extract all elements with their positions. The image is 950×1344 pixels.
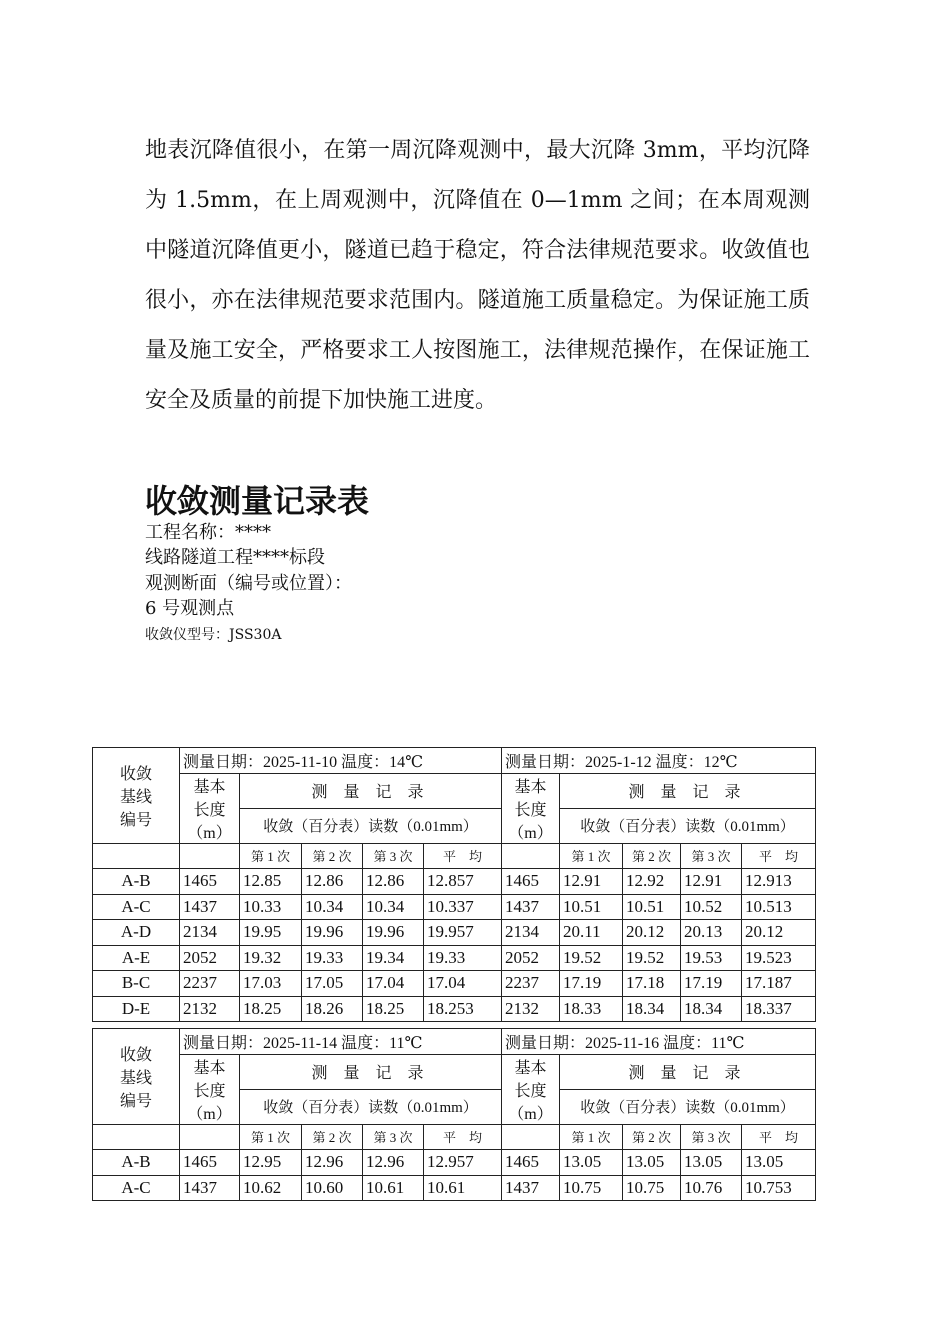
baseline-header: 收敛 基线 编号 (93, 1029, 180, 1125)
table-cell: 12.96 (363, 1150, 424, 1176)
left-date-header: 测量日期：2025-11-10 温度：14℃ (180, 748, 502, 774)
table-row (93, 1150, 816, 1176)
col-2nd: 第 2 次 (302, 843, 363, 869)
table-cell: 1437 (502, 894, 560, 920)
table-cell: 18.253 (424, 996, 502, 1022)
table-cell: 10.753 (742, 1175, 816, 1201)
table-cell: 17.04 (363, 971, 424, 997)
reading-header: 收敛（百分表）读数（0.01mm） (560, 1089, 816, 1124)
col-1st: 第 1 次 (240, 843, 302, 869)
base-length-header: 基本 长度 （m） (502, 1054, 560, 1124)
table-cell: 10.60 (302, 1175, 363, 1201)
col-3rd: 第 3 次 (363, 1124, 424, 1150)
table-cell: 12.85 (240, 869, 302, 895)
table-cell: 12.857 (424, 869, 502, 895)
table-cell: 19.523 (742, 945, 816, 971)
table-cell: 17.04 (424, 971, 502, 997)
record-header: 测 量 记 录 (240, 773, 502, 808)
table-cell: 18.26 (302, 996, 363, 1022)
baseline-id-cell: A-B (93, 869, 180, 895)
record-header: 测 量 记 录 (560, 1054, 816, 1089)
baseline-header: 收敛 基线 编号 (93, 748, 180, 844)
reading-header: 收敛（百分表）读数（0.01mm） (240, 1089, 502, 1124)
table-cell: 1437 (502, 1175, 560, 1201)
table-cell: 18.34 (623, 996, 681, 1022)
col-3rd: 第 3 次 (681, 843, 742, 869)
table-row (93, 996, 816, 1022)
record-table-2 (92, 1028, 816, 1201)
table-cell: 12.95 (240, 1150, 302, 1176)
baseline-id-cell: D-E (93, 996, 180, 1022)
baseline-id-cell: A-C (93, 894, 180, 920)
table-body (93, 1150, 816, 1201)
page-title: 收敛测量记录表 (145, 482, 370, 520)
col-3rd: 第 3 次 (681, 1124, 742, 1150)
record-header: 测 量 记 录 (240, 1054, 502, 1089)
col-avg: 平 均 (424, 1124, 502, 1150)
table-cell: 10.75 (623, 1175, 681, 1201)
table-cell: 19.96 (302, 920, 363, 946)
table-row (93, 920, 816, 946)
project-section: 线路隧道工程****标段 (145, 547, 325, 568)
col-avg: 平 均 (742, 843, 816, 869)
table-cell: 20.13 (681, 920, 742, 946)
table-cell: 17.19 (681, 971, 742, 997)
table-cell: 12.91 (560, 869, 623, 895)
table-cell: 2237 (180, 971, 240, 997)
table-cell: 2237 (502, 971, 560, 997)
table-cell: 17.18 (623, 971, 681, 997)
table-cell: 20.12 (623, 920, 681, 946)
table-cell: 10.34 (363, 894, 424, 920)
table-cell: 18.33 (560, 996, 623, 1022)
table-cell: 19.96 (363, 920, 424, 946)
col-avg: 平 均 (424, 843, 502, 869)
table-row (93, 971, 816, 997)
table-cell: 10.513 (742, 894, 816, 920)
table-cell: 19.33 (424, 945, 502, 971)
table-cell: 18.34 (681, 996, 742, 1022)
table-cell: 18.25 (363, 996, 424, 1022)
observation-section-label: 观测断面（编号或位置）： (145, 573, 352, 594)
table-cell: 19.52 (560, 945, 623, 971)
table-cell: 12.86 (363, 869, 424, 895)
table-cell: 10.33 (240, 894, 302, 920)
table-cell: 17.187 (742, 971, 816, 997)
base-length-header: 基本 长度 （m） (180, 773, 240, 843)
col-1st: 第 1 次 (240, 1124, 302, 1150)
table-cell: 2132 (180, 996, 240, 1022)
table-cell: 19.95 (240, 920, 302, 946)
table-cell: 10.337 (424, 894, 502, 920)
table-cell: 1465 (180, 869, 240, 895)
table-cell: 2134 (502, 920, 560, 946)
baseline-id-cell: B-C (93, 971, 180, 997)
table-row (93, 869, 816, 895)
project-name: 工程名称：**** (145, 522, 271, 543)
table-cell: 2052 (180, 945, 240, 971)
table-cell: 12.957 (424, 1150, 502, 1176)
right-date-header: 测量日期：2025-1-12 温度：12℃ (502, 748, 816, 774)
table-cell: 19.52 (623, 945, 681, 971)
table-cell: 1437 (180, 894, 240, 920)
table-cell: 19.53 (681, 945, 742, 971)
baseline-id-cell: A-C (93, 1175, 180, 1201)
table-row (93, 1175, 816, 1201)
table-cell: 20.12 (742, 920, 816, 946)
table-cell: 13.05 (623, 1150, 681, 1176)
table-cell: 1465 (502, 1150, 560, 1176)
table-cell: 10.75 (560, 1175, 623, 1201)
col-1st: 第 1 次 (560, 843, 623, 869)
body-paragraph: 地表沉降值很小，在第一周沉降观测中，最大沉降 3mm，平均沉降为 1.5mm，在上周观测中，沉降值在 0—1mm 之间；在本周观测中隧道沉降值更小，隧道已趋于稳定，符合法律规范要求。收敛值也很小，亦在法律规范要求范围内。隧道施工质量稳定。为保证施工质量及施工安全，严格要求工人按图施工，法律规范操作，在保证施工安全及质量的前提下加快施工进度。 (145, 138, 810, 413)
table-cell: 13.05 (742, 1150, 816, 1176)
table-cell: 1437 (180, 1175, 240, 1201)
table-cell: 2134 (180, 920, 240, 946)
table-cell: 20.11 (560, 920, 623, 946)
table-cell: 2132 (502, 996, 560, 1022)
record-header: 测 量 记 录 (560, 773, 816, 808)
table-cell: 12.91 (681, 869, 742, 895)
table-cell: 13.05 (681, 1150, 742, 1176)
table-cell: 19.34 (363, 945, 424, 971)
col-3rd: 第 3 次 (363, 843, 424, 869)
col-2nd: 第 2 次 (623, 1124, 681, 1150)
table-cell: 1465 (502, 869, 560, 895)
col-avg: 平 均 (742, 1124, 816, 1150)
right-date-header: 测量日期：2025-11-16 温度：11℃ (502, 1029, 816, 1055)
baseline-id-cell: A-E (93, 945, 180, 971)
table-cell: 10.51 (623, 894, 681, 920)
base-length-header: 基本 长度 （m） (180, 1054, 240, 1124)
instrument-model: 收敛仪型号：JSS30A (145, 627, 282, 643)
table-cell: 2052 (502, 945, 560, 971)
table-body (93, 869, 816, 1022)
col-2nd: 第 2 次 (302, 1124, 363, 1150)
table-cell: 10.76 (681, 1175, 742, 1201)
observation-point: 6 号观测点 (145, 598, 235, 619)
table-cell: 13.05 (560, 1150, 623, 1176)
table-row (93, 945, 816, 971)
table-cell: 19.957 (424, 920, 502, 946)
baseline-id-cell: A-D (93, 920, 180, 946)
reading-header: 收敛（百分表）读数（0.01mm） (560, 808, 816, 843)
table-cell: 10.61 (424, 1175, 502, 1201)
table-cell: 12.92 (623, 869, 681, 895)
col-2nd: 第 2 次 (623, 843, 681, 869)
table-cell: 12.86 (302, 869, 363, 895)
table-cell: 10.62 (240, 1175, 302, 1201)
table-cell: 19.32 (240, 945, 302, 971)
table-cell: 12.913 (742, 869, 816, 895)
table-cell: 10.61 (363, 1175, 424, 1201)
left-date-header: 测量日期：2025-11-14 温度：11℃ (180, 1029, 502, 1055)
col-1st: 第 1 次 (560, 1124, 623, 1150)
record-table-1 (92, 747, 816, 1022)
table-cell: 17.03 (240, 971, 302, 997)
table-cell: 10.34 (302, 894, 363, 920)
table-cell: 18.25 (240, 996, 302, 1022)
table-cell: 18.337 (742, 996, 816, 1022)
table-cell: 10.51 (560, 894, 623, 920)
baseline-id-cell: A-B (93, 1150, 180, 1176)
table-cell: 12.96 (302, 1150, 363, 1176)
base-length-header: 基本 长度 （m） (502, 773, 560, 843)
table-cell: 19.33 (302, 945, 363, 971)
table-row (93, 894, 816, 920)
table-cell: 17.19 (560, 971, 623, 997)
reading-header: 收敛（百分表）读数（0.01mm） (240, 808, 502, 843)
table-cell: 17.05 (302, 971, 363, 997)
table-cell: 1465 (180, 1150, 240, 1176)
table-cell: 10.52 (681, 894, 742, 920)
